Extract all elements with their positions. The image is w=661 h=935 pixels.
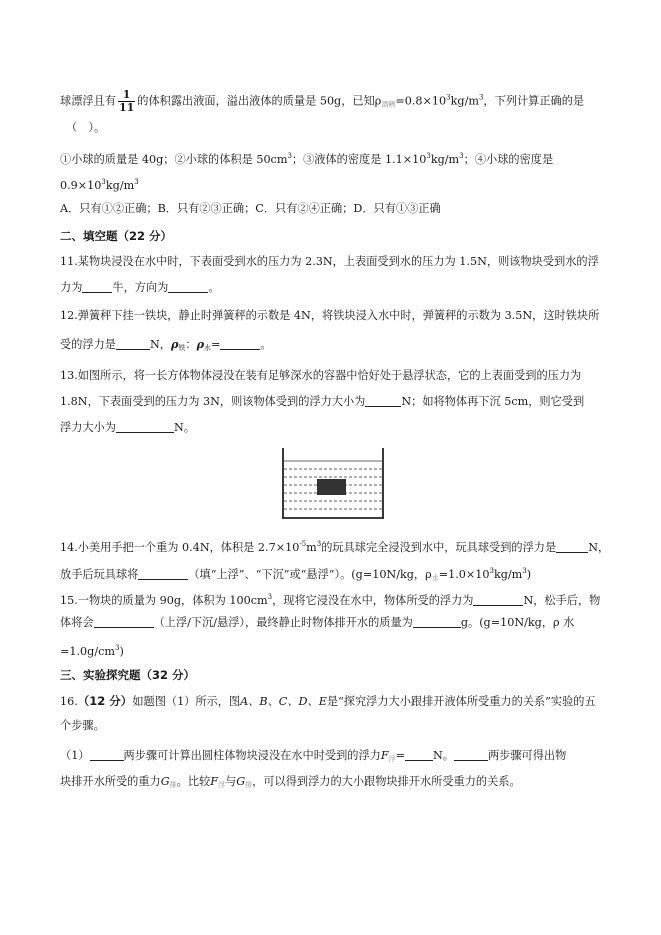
q14-line1: 14.小美用手把一个重为 0.4N，体积是 $2.7\times 10^{-5}m^3$的玩具球完全浸没到水中，玩具球受到的浮力是 N，	[60, 540, 610, 554]
q16-blank-buoyancy-value[interactable]	[405, 749, 433, 761]
q16-part1-line2: 块排开水所受的重力$G_排$。比较$F_浮$与$G_排$，可以得到浮力的大小跟物块排开水所受重力的关系。	[60, 775, 521, 789]
section-title-fill-in: 二、填空题（22 分）	[60, 229, 173, 243]
q13-blank-buoyancy-lower[interactable]	[116, 421, 174, 433]
fraction-one-eleventh: $\frac{1}{11}$	[118, 88, 135, 114]
q15-blank-state[interactable]	[94, 616, 154, 628]
q14-blank-state[interactable]	[138, 568, 188, 580]
q15-blank-mass[interactable]	[413, 616, 461, 628]
q11-blank-force[interactable]	[82, 281, 112, 293]
q13-line3: 浮力大小为 N。	[60, 421, 195, 434]
q11-line1: 11.某物块浸没在水中时，下表面受到水的压力为 2.3N，上表面受到水的压力为 1.5N，则该物块受到水的浮	[60, 255, 599, 268]
q15-line1: 15.一物块的质量为 90g，体积为 $100cm^3$，现将它浸没在水中，物体所受的浮力为 N，松手后，物	[60, 593, 601, 607]
q10-statements-line2: $0.9\times 10^3kg/m^3$	[60, 178, 139, 192]
q10-line1: 球漂浮且有 $\frac{1}{11}$ 的体积露出液面，溢出液体的质量是 50g，已知$\rho_{酒精}=0.8\times 10^3kg/m^3$，下列计算正确的是	[60, 88, 585, 114]
q10-statements-line1: ①小球的质量是 40g；②小球的体积是 $50cm^3$；③液体的密度是 $1.1\times 10^3kg/m^3$；④小球的密度是	[60, 152, 554, 166]
q14-blank-buoyancy[interactable]	[556, 541, 588, 553]
q14-line2: 放手后玩具球将 （填“上浮”、“下沉”或“悬浮”）。(g=10N/kg，$\rho_水=1.0\times 10^3kg/m^3$)	[60, 567, 532, 582]
q16-line1: 16.（12 分）如题图（1）所示，图A、B、C、D、E是“探究浮力大小跟排开液体所受重力的关系”实验的五	[60, 694, 596, 708]
q15-line3: $=1.0g/cm^3$)	[60, 644, 124, 658]
q12-blank-buoyancy[interactable]	[116, 338, 150, 350]
q13-blank-buoyancy[interactable]	[365, 395, 401, 407]
q15-line2: 体将会 （上浮/下沉/悬浮），最终静止时物体排开水的质量为 g。(g=10N/kg，ρ 水	[60, 616, 575, 629]
section-title-experiment: 三、实验探究题（32 分）	[60, 668, 196, 682]
q13-line1: 13.如图所示，将一长方体物体浸没在装有足够深水的容器中恰好处于悬浮状态，它的上表面受到的压力为	[60, 369, 582, 382]
q11-blank-direction[interactable]	[168, 281, 208, 293]
q11-line2: 力为 牛，方向为 。	[60, 281, 220, 294]
q13-line2: 1.8N，下表面受到的压力为 3N，则该物体受到的浮力大小为 N；如将物体再下沉 5cm，则它受到	[60, 395, 585, 408]
q12-line2: 受的浮力是 N，$\rho_铁$：$\rho_水=$ 。	[60, 337, 272, 352]
q16-blank-steps-weight[interactable]	[454, 749, 488, 761]
q16-part1-line1: （1） 两步骤可计算出圆柱体物块浸没在水中时受到的浮力$F_浮= N$。 两步骤可得出物	[60, 749, 567, 763]
q12-blank-density-ratio[interactable]	[220, 338, 260, 350]
suspended-block	[317, 479, 346, 495]
q16-blank-steps-buoyancy[interactable]	[90, 749, 124, 761]
q16-line2: 个步骤。	[60, 719, 105, 732]
q10-answer-paren: （ ）。	[66, 121, 106, 134]
q15-blank-buoyancy[interactable]	[473, 594, 523, 606]
q12-line1: 12.弹簧秤下挂一铁块，静止时弹簧秤的示数是 4N，将铁块浸入水中时，弹簧秤的示数为 3.5N，这时铁块所	[60, 309, 600, 322]
beaker-figure	[280, 448, 386, 522]
q10-choices: A．只有①②正确；B．只有②③正确；C．只有②④正确；D．只有①③正确	[60, 202, 441, 215]
